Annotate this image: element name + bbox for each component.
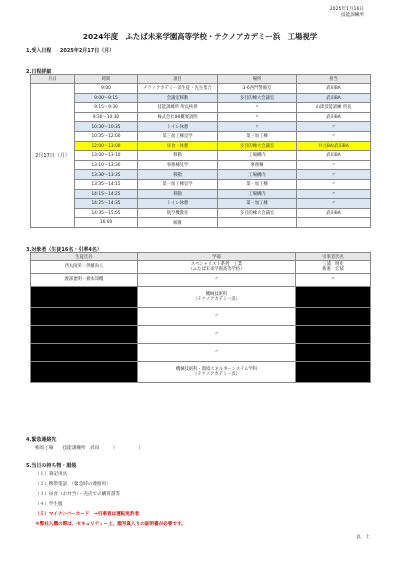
schedule-item: トイレ休憩 [138,199,218,209]
col-place: 場所 [218,75,297,84]
schedule-staff: 〃 [297,179,371,189]
schedule-time: 10:35～12:00 [75,131,138,141]
schedule-place: 第一加工棟 [218,179,297,189]
page-title: 2024年度 ふたば未来学園高等学校・テクノアカデミー浜 工場視学 [82,32,318,41]
schedule-time: 9:00 [75,84,138,94]
schedule-date: 2月17日（月） [31,84,75,228]
schedule-item: 会議室移動 [138,93,218,103]
schedule-time: 10:30～10:35 [75,122,138,132]
schedule-item: 第一加工棟見学 [138,179,218,189]
schedule-time: 13:30～13:35 [75,170,138,180]
schedule-place: 工場構内 [218,189,297,199]
leader-cell [296,362,371,383]
belonging-item: （２）携帯電話 （緊急時の連絡用） [35,482,111,487]
schedule-item: テクノアカデミー浜生徒・先生集合 [138,84,218,94]
schedule-staff: 〃 [297,199,371,209]
leader-name: 三浦 明史 [322,261,344,267]
schedule-staff: 〃 [297,160,371,170]
schedule-row [31,179,371,189]
schedule-time: 9:15～9:30 [75,103,138,113]
section-reception [26,47,114,54]
schedule-item: 第三加工棟見学 [138,131,218,141]
schedule-staff: 山澤技能訓練 所長 [297,103,371,113]
participants-table [30,252,371,383]
schedule-item: 株式会社IHI概要説明 [138,112,218,122]
department-cell [138,308,296,326]
schedule-place: 工場構内 [218,151,297,161]
schedule-row [31,141,371,151]
schedule-staff: 武田BA [297,151,371,161]
department-cell [138,362,296,383]
department-line: 機械技術科 [205,291,228,297]
schedule-staff: 武田BA [297,208,371,218]
schedule-row [31,208,371,218]
schedule-row [31,151,371,161]
schedule-item: 解散 [138,218,218,228]
department-line: 〃 [214,277,219,283]
schedule-place: 多目的棟大会議室 [218,141,297,151]
col-item: 項目 [138,75,218,84]
schedule-staff: 武田BA [297,93,371,103]
participant-row [31,261,371,274]
department-subline: （テクノアカデミー浜） [193,372,240,377]
schedule-time: 12:00～13:00 [75,141,138,151]
student-names [31,326,138,344]
participant-row [31,326,371,344]
schedule-row [31,131,371,141]
schedule-time: 14:15～14:25 [75,189,138,199]
schedule-time: 13:00～13:10 [75,151,138,161]
schedule-place: 多目的棟大会議室 [218,93,297,103]
schedule-row [31,170,371,180]
student-names: 渡部憲明・板本知櫻 [31,274,138,287]
department-line: 機械技術科・環境エネルギーシステム学科 [175,366,258,372]
belonging-item: （３）昼食（お弁当）・売店での購買書等 [35,492,120,497]
department-cell [138,274,296,287]
schedule-item: 移動 [138,189,218,199]
schedule-staff: 〃 [297,122,371,132]
schedule-time: 16:00 [75,218,138,228]
schedule-item: 昼食・休憩 [138,141,218,151]
student-names [31,308,138,326]
schedule-place [218,218,297,228]
schedule-place: 多目的棟大会議室 [218,208,297,218]
student-names [31,362,138,383]
schedule-place: 〃 [218,112,297,122]
schedule-item: 技能訓練所 所長挨拶 [138,103,218,113]
closing-mark: 以 上 [356,535,370,540]
schedule-row [31,93,371,103]
schedule-place: 〃 [218,122,297,132]
department-cell [138,287,296,308]
leader-cell [296,274,371,287]
schedule-staff [297,218,371,228]
department-cell [138,326,296,344]
schedule-place: 事務棟 [218,160,297,170]
schedule-time: 13:10～13:30 [75,160,138,170]
schedule-header-row [31,75,371,84]
department-line: 〃 [214,349,219,355]
schedule-staff: 〃 [297,189,371,199]
emergency-contact: 相馬工場 技能訓練所 武田 （ ） [35,446,143,451]
schedule-place: 3-6西門警備室 [218,84,297,94]
schedule-row [31,103,371,113]
department-line: スペシャリスト系列 工業 [190,261,243,267]
schedule-row [31,112,371,122]
student-names [31,287,138,308]
participants-header-row [31,253,371,261]
section-reception-heading: 1.受入日程 [26,48,52,54]
issue-date: 2025年1月16日 [329,7,364,12]
schedule-item: 移動 [138,170,218,180]
leader-cell [296,344,371,362]
col-student-name: 生徒氏名 [31,253,138,261]
mynumber-note: （５）マイナンバーカード →引率者は運転免許者 [35,512,140,517]
schedule-row [31,122,371,132]
schedule-place: 第三加工棟 [218,131,297,141]
leader-cell [296,287,371,308]
department-cell [138,261,296,274]
schedule-row [31,160,371,170]
schedule-time: 9:30～10:30 [75,112,138,122]
schedule-table [30,74,371,228]
student-names [31,344,138,362]
schedule-item: 移動 [138,151,218,161]
department-line: 〃 [214,313,219,319]
schedule-row [31,189,371,199]
department-line: 〃 [214,331,219,337]
section-schedule-heading: 2.日程詳細 [26,69,52,75]
leader-cell [296,308,371,326]
participant-row [31,308,371,326]
schedule-time: 14:25～14:35 [75,199,138,209]
schedule-time: 14:35～15:55 [75,208,138,218]
header-meta [330,7,364,19]
schedule-staff: 武田BA [297,112,371,122]
section-participants-heading: 3.対象者（生徒16名・引率4名） [26,247,102,253]
section-emergency-heading: 4.緊急連絡先 [26,437,57,443]
schedule-staff: 井元BA/武田BA [297,141,371,151]
schedule-staff: 〃 [297,131,371,141]
participant-row [31,344,371,362]
security-note: ＊弊社入構の際は、セキュリティー上、顔写真入りの証明書が必要です。 [35,522,186,527]
schedule-row [31,199,371,209]
schedule-item: 事務棟見学 [138,160,218,170]
department-subline: （ふたば未来学園高等学校） [188,267,245,272]
col-leader: 引率者氏名 [296,253,371,261]
belonging-item: （１）筆記用具 [35,472,68,477]
leader-name: 〃 [330,277,336,283]
department-subline: （テクノアカデミー浜） [193,297,240,302]
department-cell [138,344,296,362]
schedule-item: 航空機教育 [138,208,218,218]
schedule-row [31,84,371,94]
schedule-row [31,218,371,228]
col-staff: 担当 [297,75,371,84]
belonging-item: （４）学生服 [35,502,63,507]
belongings-list [35,470,186,530]
schedule-place: 第一加工棟 [218,199,297,209]
schedule-time: 13:35～14:15 [75,179,138,189]
schedule-place: 工場構内 [218,170,297,180]
schedule-staff: 〃 [297,170,371,180]
schedule-time: 9:00～9:15 [75,93,138,103]
reception-date: 2025年2月17日（月） [59,48,115,54]
schedule-item: トイレ休憩 [138,122,218,132]
schedule-place: 〃 [218,103,297,113]
student-names: 西丸陵栄・伊藤尚人 [31,261,138,274]
participant-row [31,362,371,383]
participant-row [31,274,371,287]
leader-name: 新妻 宏郁 [322,267,344,272]
col-date: 月日 [31,75,75,84]
schedule-staff: 武田BA [297,84,371,94]
leader-cell [296,261,371,274]
col-time: 時間 [75,75,138,84]
leader-cell [296,326,371,344]
participant-row [31,287,371,308]
department: 技能訓練所 [341,13,364,18]
col-department: 学部 [138,253,296,261]
section-belongings-heading: 5.当日の持ち物・服装 [26,463,77,469]
